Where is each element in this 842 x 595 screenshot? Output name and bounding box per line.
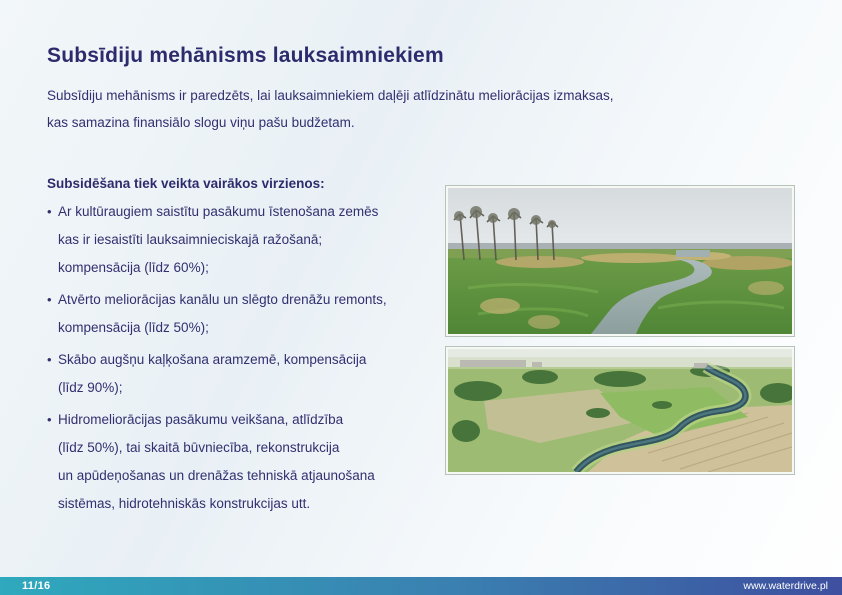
page-title: Subsīdiju mehānisms lauksaimniekiem bbox=[47, 44, 444, 67]
bullet-line: kompensācija (līdz 60%); bbox=[58, 260, 209, 275]
bullet-item bbox=[47, 286, 387, 342]
bullet-list bbox=[47, 198, 387, 518]
bullet-line: • Hidromeliorācijas pasākumu veikšana, atlīdzība bbox=[47, 406, 387, 434]
bullet-line: sistēmas, hidrotehniskās konstrukcijas utt. bbox=[58, 496, 311, 511]
river-meadow-illustration bbox=[448, 188, 792, 334]
bullet-item bbox=[47, 346, 387, 402]
bullet-marker: • bbox=[47, 292, 52, 307]
intro-line: Subsīdiju mehānisms ir paredzēts, lai lauksaimniekiem daļēji atlīdzinātu meliorācijas izmaksas, bbox=[47, 88, 614, 103]
bullet-line: • Atvērto meliorācijas kanālu un slēgto drenāžu remonts, bbox=[47, 286, 387, 314]
bullet-line: kas ir iesaistīti lauksaimnieciskajā ražošanā; bbox=[58, 232, 323, 247]
footer-bar bbox=[0, 577, 842, 595]
section-heading: Subsidēšana tiek veikta vairākos virzienos: bbox=[47, 176, 325, 191]
intro-line: kas samazina finansiālo slogu viņu pašu budžetam. bbox=[47, 115, 355, 130]
river-meadow-photo bbox=[446, 186, 794, 336]
bullet-marker: • bbox=[47, 204, 52, 219]
bullet-line: • Skābo augšņu kaļķošana aramzemē, kompensācija bbox=[47, 346, 387, 374]
bullet-item bbox=[47, 198, 387, 282]
page-number: 11/16 bbox=[22, 580, 51, 592]
bullet-marker: • bbox=[47, 352, 52, 367]
aerial-fields-illustration bbox=[448, 349, 792, 472]
intro-paragraph bbox=[47, 82, 614, 136]
bullet-line: (līdz 50%), tai skaitā būvniecība, rekonstrukcija bbox=[58, 440, 340, 455]
aerial-fields-photo bbox=[446, 347, 794, 474]
bullet-line: • Ar kultūraugiem saistītu pasākumu īstenošana zemēs bbox=[47, 198, 387, 226]
bullet-line: un apūdeņošanas un drenāžas tehniskā atjaunošana bbox=[58, 468, 375, 483]
bullet-marker: • bbox=[47, 412, 52, 427]
bullet-line: (līdz 90%); bbox=[58, 380, 123, 395]
website-link: www.waterdrive.pl bbox=[743, 580, 828, 592]
bullet-item bbox=[47, 406, 387, 518]
bullet-line: kompensācija (līdz 50%); bbox=[58, 320, 209, 335]
